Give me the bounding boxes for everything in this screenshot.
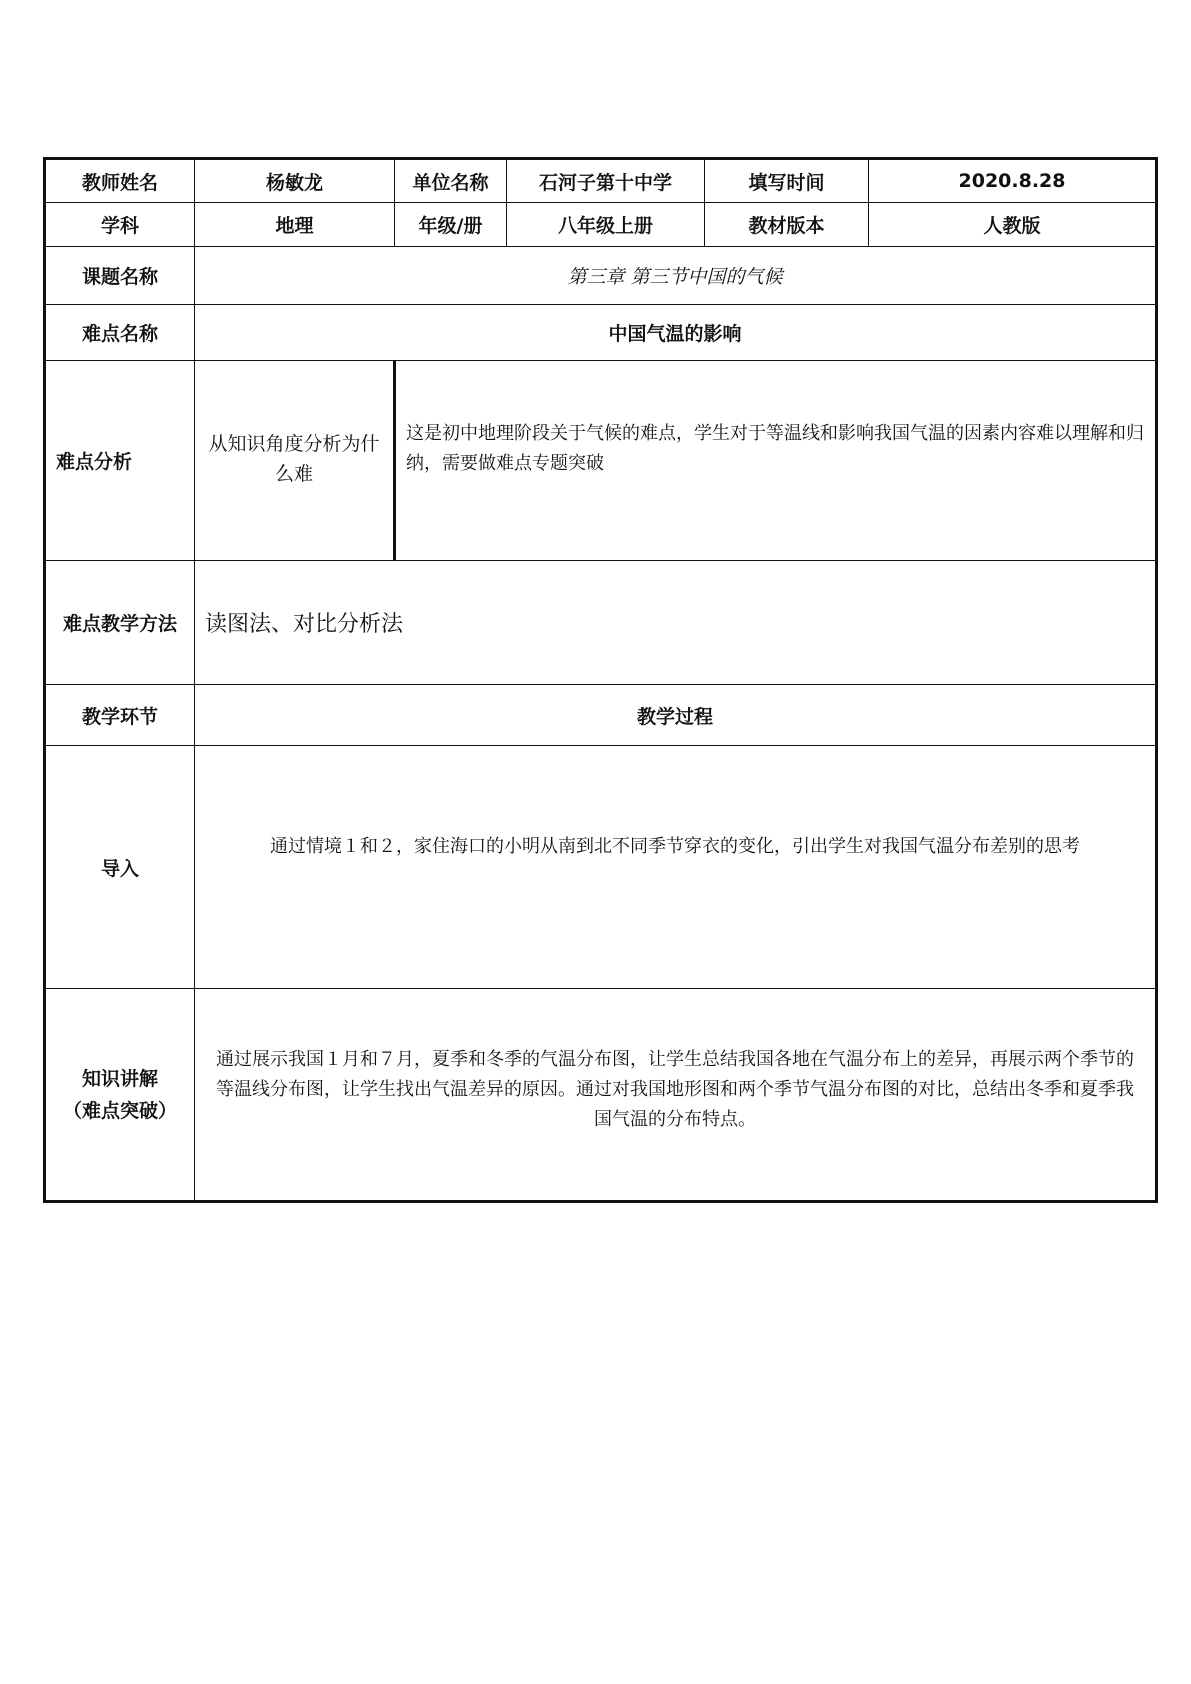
analysis-label: 难点分析	[45, 361, 195, 561]
grade-label: 年级/册	[395, 203, 507, 247]
analysis-sub-label: 从知识角度分析为什么难	[195, 361, 395, 561]
process-label: 教学过程	[195, 685, 1157, 746]
unit-name-value: 石河子第十中学	[507, 159, 705, 203]
subject-value: 地理	[195, 203, 395, 247]
knowledge-label-line2: （难点突破）	[62, 1099, 177, 1122]
subject-label: 学科	[45, 203, 195, 247]
difficulty-value: 中国气温的影响	[195, 305, 1157, 361]
intro-label: 导入	[45, 746, 195, 989]
textbook-version-value: 人教版	[869, 203, 1157, 247]
analysis-text: 这是初中地理阶段关于气候的难点，学生对于等温线和影响我国气温的因素内容难以理解和归纳，需要做难点专题突破	[395, 361, 1157, 561]
intro-text: 通过情境１和２，家住海口的小明从南到北不同季节穿衣的变化，引出学生对我国气温分布差别的思考	[195, 746, 1157, 989]
process-stage-label: 教学环节	[45, 685, 195, 746]
header-row-1	[45, 159, 1157, 203]
method-label: 难点教学方法	[45, 561, 195, 685]
lesson-plan-page	[43, 157, 1155, 1203]
teacher-name-label: 教师姓名	[45, 159, 195, 203]
knowledge-label-line1: 知识讲解	[81, 1067, 158, 1090]
textbook-version-label: 教材版本	[705, 203, 869, 247]
knowledge-label	[45, 989, 195, 1202]
topic-label: 课题名称	[45, 247, 195, 305]
grade-value: 八年级上册	[507, 203, 705, 247]
knowledge-text: 通过展示我国１月和７月，夏季和冬季的气温分布图，让学生总结我国各地在气温分布上的差异，再展示两个季节的等温线分布图，让学生找出气温差异的原因。通过对我国地形图和两个季节气温分布图的对比，总结出冬季和夏季我国气温的分布特点。	[195, 989, 1157, 1202]
header-row-2	[45, 203, 1157, 247]
difficulty-label: 难点名称	[45, 305, 195, 361]
difficulty-row	[45, 305, 1157, 361]
topic-value: 第三章 第三节中国的气候	[195, 247, 1157, 305]
method-row	[45, 561, 1157, 685]
process-header-row	[45, 685, 1157, 746]
lesson-plan-table	[43, 157, 1158, 1203]
knowledge-row	[45, 989, 1157, 1202]
fill-date-value: 2020.8.28	[869, 159, 1157, 203]
unit-name-label: 单位名称	[395, 159, 507, 203]
analysis-row	[45, 361, 1157, 561]
teacher-name-value: 杨敏龙	[195, 159, 395, 203]
topic-row	[45, 247, 1157, 305]
fill-date-label: 填写时间	[705, 159, 869, 203]
intro-row	[45, 746, 1157, 989]
method-value: 读图法、对比分析法	[195, 561, 1157, 685]
